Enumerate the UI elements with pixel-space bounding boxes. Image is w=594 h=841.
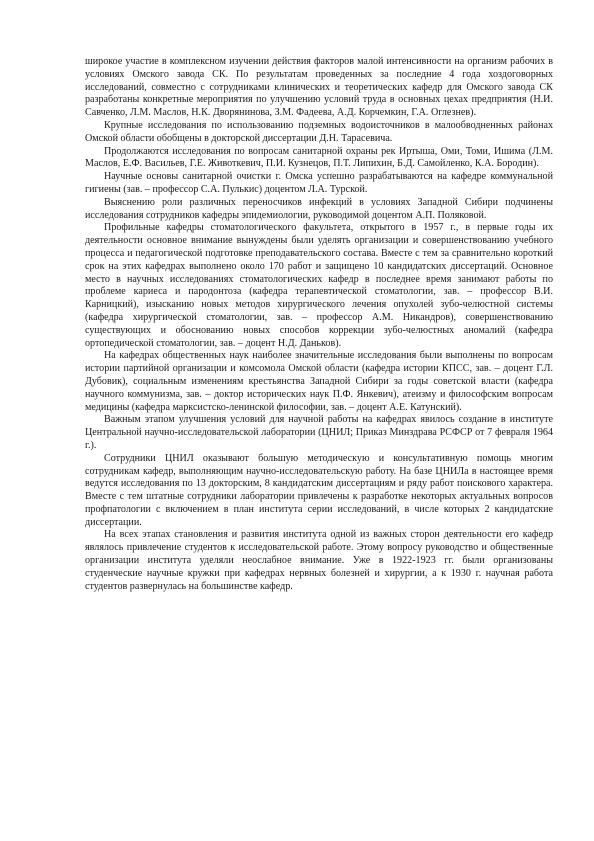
paragraph-water-sources: Крупные исследования по использованию подземных водоисточников в малообводненных районах Омской области обобщены в докторской диссертации Д.Н. Тарасевича. xyxy=(85,119,553,144)
paragraph-dentistry-faculty: Профильные кафедры стоматологического факультета, открытого в 1957 г., в первые годы их деятельности основное внимание вынуждены были уделять организации и совершенствованию учебного процесса и педагогической подготовке преподавательского состава. Вместе с тем за сравнительно короткий срок на этих кафедрах выполнено около 170 работ и защищено 10 кандидатских диссертаций. Основное место в научных исследованиях стоматологических кафедр в последнее время занимают работы по проблеме кариеса и пародонтоза (кафедра терапевтической стоматологии, зав. – профессор В.И. Карницкий), изысканию новых методов хирургического лечения опухолей зубо-челюстной системы (кафедра хирургической стоматологии, зав. – профессор А.М. Никандров), совершенствованию существующих и обоснованию новых способов коррекции зубо-челюстных аномалий (кафедра ортопедической стоматологии, зав. – доцент Н.Д. Даньков). xyxy=(85,222,553,349)
paragraph-sanitary-cleaning: Научные основы санитарной очистки г. Омска успешно разрабатываются на кафедре коммунальной гигиены (зав. – профессор С.А. Пулькис) доцентом Л.А. Турской. xyxy=(85,171,553,195)
paragraph-cnil-staff: Сотрудники ЦНИЛ оказывают большую методическую и консультативную помощь многим сотрудникам кафедр, выполняющим научно-исследовательскую работу. На базе ЦНИЛа в настоящее время ведутся исследования по 13 докторским, 8 кандидатским диссертациям и ряду работ поискового характера. Вместе с тем штатные сотрудники лаборатории привлечены к разработке некоторых актуальных вопросов профпатологии с включением в план института серии исследований, в числе которых 2 кандидатские диссертации. xyxy=(85,452,553,528)
paragraph-epidemiology: Выяснению роли различных переносчиков инфекций в условиях Западной Сибири подчинены исследования сотрудников кафедры эпидемиологии, руководимой доцентом А.П. Поляковой. xyxy=(85,196,553,221)
paragraph-omsk-plant-research: широкое участие в комплексном изучении действия факторов малой интенсивности на организм рабочих в условиях Омского завода СК. По результатам проведенных за последние 4 года хоздоговорных исследований, совместно с сотрудниками клинических и теоретических кафедр для Омского завода СК разработаны конкретные мероприятия по улучшению условий труда в основных цехах предприятия (Н.И. Савченко, Л.М. Маслов, Н.К. Дворянинова, З.М. Фадеева, А.Д. Корчемкин, Г.А. Оглезнев). xyxy=(85,56,553,119)
paragraph-river-protection: Продолжаются исследования по вопросам санитарной охраны рек Иртыша, Оми, Томи, Ишима (Л.М. Маслов, Е.Ф. Васильев, Г.Е. Животкевич, П.И. Кузнецов, П.Т. Липихин, Б.Д. Самойленко, К.А. Бородин). xyxy=(85,145,553,170)
paragraph-cnil-creation: Важным этапом улучшения условий для научной работы на кафедрах явилось создание в институте Центральной научно-исследовательской лаборатории (ЦНИЛ; Приказ Минздрава РСФСР от 7 февраля 1964 г.). xyxy=(85,414,553,451)
document-page xyxy=(85,56,553,593)
paragraph-social-sciences: На кафедрах общественных наук наиболее значительные исследования были выполнены по вопросам истории партийной организации и комсомола Омской области (кафедра истории КПСС, зав. – доцент Г.Л. Дубовик), социальным изменениям крестьянства Западной Сибири за годы советской власти (кафедра научного коммунизма, зав. – доктор исторических наук П.Ф. Янкевич), атеизму и философским вопросам медицины (кафедра марксистско-ленинской философии, зав. – доцент А.Е. Катунский). xyxy=(85,350,553,413)
paragraph-student-research: На всех этапах становления и развития института одной из важных сторон деятельности его кафедр являлось привлечение студентов к исследовательской работе. Этому вопросу руководство и общественные организации института уделяли неослабное внимание. Уже в 1922-1923 гг. были организованы студенческие научные кружки при кафедрах нервных болезней и хирургии, а к 1930 г. научная работа студентов развернулась на большинстве кафедр. xyxy=(85,529,553,592)
